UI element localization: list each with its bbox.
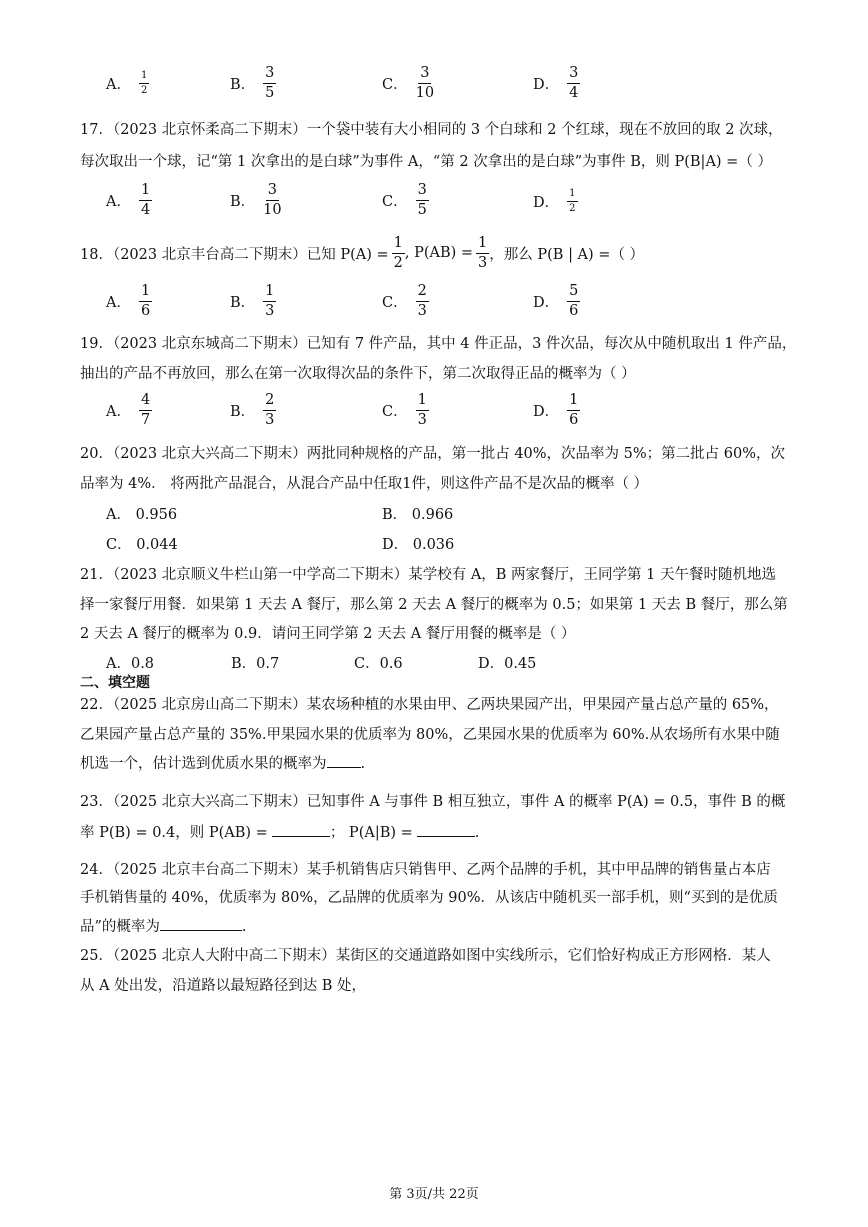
q21-stem-line2: 择一家餐厅用餐．如果第 1 天去 A 餐厅，那么第 2 天去 A 餐厅的概率为 0.5；如果第 1 天去 B 餐厅，那么第	[80, 597, 788, 613]
numerator: 3	[266, 183, 279, 201]
denominator: 4	[140, 201, 151, 218]
numerator: 3	[567, 66, 580, 84]
option-label: B．	[230, 76, 256, 93]
fraction	[263, 183, 281, 217]
numerator: 1	[567, 189, 577, 202]
denominator: 3	[265, 411, 275, 428]
q17-stem-line1: 17．（2023 北京怀柔高二下期末）一个袋中装有大小相同的 3 个白球和 2 个红球，现在不放回的取 2 次球，	[80, 122, 783, 138]
q23-stem-text: 率 P(B) = 0.4，则 P(AB) =	[80, 825, 268, 841]
q21-stem-line1: 21．（2023 北京顺义牛栏山第一中学高二下期末）某学校有 A，B 两家餐厅，王同学第 1 天午餐时随机地选	[80, 567, 776, 583]
q17-option-c	[382, 183, 429, 217]
q20-option-b: B． 0.966	[382, 507, 454, 523]
denominator: 4	[569, 84, 579, 101]
q20-stem-line1: 20．（2023 北京大兴高二下期末）两批同种规格的产品，第一批占 40%，次品率为 5%；第二批占 60%，次	[80, 446, 785, 462]
fraction	[476, 236, 489, 270]
numerator: 1	[416, 393, 429, 411]
q23-stem-line2	[80, 821, 479, 842]
fraction	[139, 71, 149, 96]
q18-stem-part: , P(AB) =	[404, 245, 474, 261]
q24-stem-line3	[80, 915, 247, 936]
q23-stem-end: .	[474, 825, 480, 841]
q21-option-b: B．0.7	[231, 656, 280, 672]
numerator: 3	[418, 66, 431, 84]
q19-option-a	[106, 393, 152, 427]
q20-option-d: D． 0.036	[382, 537, 455, 553]
option-label: C．	[382, 403, 408, 420]
q20-option-a: A． 0.956	[106, 507, 178, 523]
answer-blank-1[interactable]	[272, 836, 330, 837]
q18-stem-part: 18．（2023 北京丰台高二下期末）已知 P(A) =	[80, 246, 389, 263]
denominator: 3	[417, 302, 427, 319]
q22-stem-end: .	[360, 756, 366, 772]
fraction	[139, 393, 152, 427]
answer-blank[interactable]	[327, 767, 361, 768]
fraction	[416, 284, 429, 318]
numerator: 1	[263, 284, 276, 302]
q25-stem-line1: 25．（2025 北京人大附中高二下期末）某街区的交通道路如图中实线所示，它们恰好构成正方形网格．某人	[80, 948, 771, 964]
q18-option-d	[533, 284, 580, 318]
fraction	[416, 183, 429, 217]
denominator: 3	[417, 411, 427, 428]
denominator: 6	[569, 411, 579, 428]
numerator: 5	[567, 284, 580, 302]
answer-blank-2[interactable]	[417, 836, 475, 837]
option-label: D．	[533, 195, 560, 211]
fraction	[263, 66, 276, 100]
option-label: B．	[230, 403, 256, 420]
fraction	[139, 183, 152, 217]
numerator: 2	[416, 284, 429, 302]
numerator: 2	[263, 393, 276, 411]
q23-stem-line1: 23．（2025 北京大兴高二下期末）已知事件 A 与事件 B 相互独立，事件 A 的概率 P(A) = 0.5，事件 B 的概	[80, 794, 786, 810]
numerator: 4	[139, 393, 152, 411]
fraction	[392, 236, 405, 270]
q21-option-d: D．0.45	[478, 656, 537, 672]
denominator: 2	[569, 203, 576, 214]
q16-option-d	[533, 66, 580, 100]
q22-stem-text: 机选一个，估计选到优质水果的概率为	[80, 756, 327, 772]
numerator: 1	[392, 236, 405, 254]
option-label: A．	[106, 193, 131, 210]
denominator: 2	[393, 254, 403, 271]
q23-stem-text: ； P(A|B) =	[329, 825, 413, 841]
option-label: B．	[230, 193, 256, 210]
q20-option-c: C． 0.044	[106, 537, 178, 553]
q17-option-a	[106, 183, 152, 217]
numerator: 1	[139, 284, 152, 302]
q19-option-b	[230, 393, 276, 427]
q18-stem	[80, 236, 644, 270]
q18-option-b	[230, 284, 276, 318]
q25-stem-line2: 从 A 处出发，沿道路以最短路径到达 B 处，	[80, 978, 367, 994]
q24-stem-line2: 手机销售量的 40%，优质率为 80%，乙品牌的优质率为 90%．从该店中随机买一部手机，则“买到的是优质	[80, 890, 778, 906]
denominator: 10	[263, 201, 282, 218]
answer-blank[interactable]	[160, 930, 242, 931]
q16-option-a	[106, 71, 149, 96]
option-label: C．	[382, 76, 408, 93]
q18-option-a	[106, 284, 152, 318]
denominator: 3	[478, 254, 488, 271]
page-footer: 第 3页/共 22页	[389, 1187, 479, 1202]
q20-stem-line2: 品率为 4%． 将两批产品混合，从混合产品中任取1件，则这件产品不是次品的概率（ ）	[80, 476, 649, 492]
option-label: D．	[533, 76, 560, 93]
numerator: 1	[567, 393, 580, 411]
option-label: A．	[106, 294, 131, 311]
fraction	[416, 66, 434, 100]
numerator: 3	[263, 66, 276, 84]
q19-option-d	[533, 393, 580, 427]
q24-stem-text: 品”的概率为	[80, 919, 160, 935]
section-heading-fill-in: 二、填空题	[80, 675, 150, 691]
q17-option-d	[533, 189, 578, 214]
numerator: 1	[139, 71, 149, 84]
option-label: C．	[382, 294, 408, 311]
option-label: B．	[230, 294, 256, 311]
denominator: 3	[265, 302, 275, 319]
numerator: 3	[416, 183, 429, 201]
denominator: 10	[415, 84, 435, 101]
q24-stem-line1: 24．（2025 北京丰台高二下期末）某手机销售店只销售甲、乙两个品牌的手机，其中甲品牌的销售量占本店	[80, 862, 771, 878]
q19-stem-line1: 19．（2023 北京东城高二下期末）已知有 7 件产品，其中 4 件正品，3 件次品，每次从中随机取出 1 件产品，	[80, 336, 797, 352]
option-label: D．	[533, 294, 560, 311]
denominator: 5	[417, 201, 427, 218]
fraction	[263, 284, 276, 318]
fraction	[263, 393, 276, 427]
denominator: 6	[140, 302, 151, 319]
fraction	[567, 189, 577, 214]
q17-option-b	[230, 183, 282, 217]
q19-option-c	[382, 393, 429, 427]
q19-stem-line2: 抽出的产品不再放回，那么在第一次取得次品的条件下，第二次取得正品的概率为（ ）	[80, 366, 636, 382]
fraction	[416, 393, 429, 427]
option-label: A．	[106, 77, 131, 93]
q21-stem-line3: 2 天去 A 餐厅的概率为 0.9．请问王同学第 2 天去 A 餐厅用餐的概率是（ ）	[80, 626, 576, 642]
q24-stem-end: .	[241, 919, 247, 935]
denominator: 5	[265, 84, 275, 101]
q22-stem-line2: 乙果园产量占总产量的 35%.甲果园水果的优质率为 80%，乙果园水果的优质率为 60%.从农场所有水果中随	[80, 727, 780, 743]
denominator: 7	[140, 411, 151, 428]
denominator: 2	[140, 85, 148, 96]
q16-option-c	[382, 66, 434, 100]
q17-stem-line2: 每次取出一个球，记“第 1 次拿出的是白球”为事件 A，“第 2 次拿出的是白球”为事件 B，则 P(B|A) =（ ）	[80, 154, 772, 170]
q16-option-b	[230, 66, 276, 100]
fraction	[567, 66, 580, 100]
q22-stem-line1: 22．（2025 北京房山高二下期末）某农场种植的水果由甲、乙两块果园产出，甲果园产量占总产量的 65%，	[80, 697, 779, 713]
q18-stem-part: ，那么 P(B | A) =（ ）	[489, 246, 645, 263]
q21-option-c: C．0.6	[354, 656, 403, 672]
q21-option-a: A．0.8	[106, 656, 155, 672]
numerator: 1	[139, 183, 152, 201]
option-label: C．	[382, 193, 408, 210]
fraction	[567, 284, 580, 318]
denominator: 6	[569, 302, 579, 319]
option-label: D．	[533, 403, 560, 420]
fraction	[567, 393, 580, 427]
fraction	[139, 284, 152, 318]
numerator: 1	[476, 236, 489, 254]
option-label: A．	[106, 403, 131, 420]
q18-option-c	[382, 284, 429, 318]
q22-stem-line3	[80, 752, 365, 773]
